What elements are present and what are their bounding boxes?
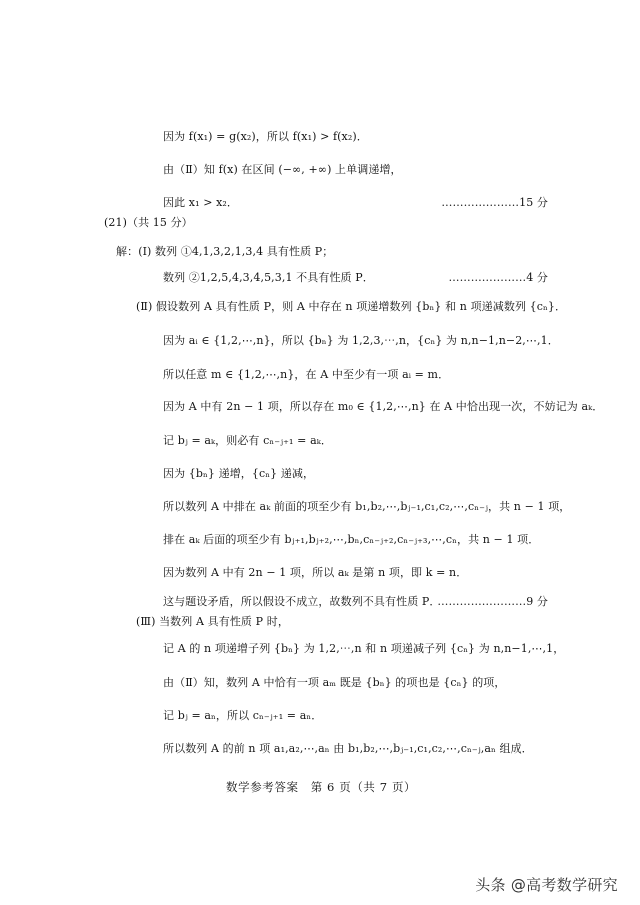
question-heading: (21)（共 15 分） [104,216,193,229]
text-line: 所以数列 A 中排在 aₖ 前面的项至少有 b₁,b₂,⋯,bⱼ₋₁,c₁,c₂,⋯,cₙ₋ⱼ，共 n − 1 项， [163,500,571,513]
text-line: 记 bⱼ = aₙ，所以 cₙ₋ⱼ₊₁ = aₙ． [163,709,323,722]
solution-part-3: (Ⅲ) 当数列 A 具有性质 P 时， [136,615,289,628]
text-line: 所以数列 A 的前 n 项 a₁,a₂,⋯,aₙ 由 b₁,b₂,⋯,bⱼ₋₁,c₁,c₂,⋯,cₙ₋ⱼ,aₙ 组成． [163,742,533,755]
text-line: 因为数列 A 中有 2n − 1 项，所以 aₖ 是第 n 项，即 k = n． [163,566,468,579]
page-footer: 数学参考答案 第 6 页（共 7 页） [226,780,417,794]
text-line: 因为 f(x₁) = g(x₂)，所以 f(x₁) > f(x₂)． [163,130,368,143]
watermark-label: 头条 @高考数学研究 [475,876,618,894]
text-line: 由（Ⅱ）知 f(x) 在区间 (−∞, +∞) 上单调递增， [163,163,402,176]
text-line: 数列 ②1,2,5,4,3,4,5,3,1 不具有性质 P． [163,271,374,284]
text-line: 因为 A 中有 2n − 1 项，所以存在 m₀ ∈ {1,2,⋯,n} 在 A 中恰出现一次，不妨记为 aₖ． [163,400,604,413]
score-marker: …………………4 分 [448,271,548,284]
text-line: 所以任意 m ∈ {1,2,⋯,n}，在 A 中至少有一项 aᵢ = m． [163,368,450,381]
text-line: 因为 {bₙ} 递增，{cₙ} 递减， [163,467,315,480]
score-marker: ……………………9 分 [437,595,548,608]
score-marker: …………………15 分 [441,196,548,209]
text-line: 记 A 的 n 项递增子列 {bₙ} 为 1,2,⋯,n 和 n 项递减子列 {cₙ} 为 n,n−1,⋯,1， [163,642,565,655]
text-line: 因此 x₁ > x₂． [163,196,239,209]
text-line: 记 bⱼ = aₖ，则必有 cₙ₋ⱼ₊₁ = aₖ． [163,434,332,447]
text-line: 由（Ⅱ）知，数列 A 中恰有一项 aₘ 既是 {bₙ} 的项也是 {cₙ} 的项， [163,676,506,689]
solution-part-1: 解：(Ⅰ) 数列 ①4,1,3,2,1,3,4 具有性质 P； [116,245,334,258]
text-line: 这与题设矛盾，所以假设不成立，故数列不具有性质 P． [163,595,441,608]
solution-part-2: (Ⅱ) 假设数列 A 具有性质 P，则 A 中存在 n 项递增数列 {bₙ} 和 n 项递减数列 {cₙ}． [136,300,567,313]
text-line: 排在 aₖ 后面的项至少有 bⱼ₊₁,bⱼ₊₂,⋯,bₙ,cₙ₋ⱼ₊₂,cₙ₋ⱼ₊₃,⋯,cₙ，共 n − 1 项． [163,533,540,546]
text-line: 因为 aᵢ ∈ {1,2,⋯,n}，所以 {bₙ} 为 1,2,3,⋯,n，{cₙ} 为 n,n−1,n−2,⋯,1． [163,334,559,347]
